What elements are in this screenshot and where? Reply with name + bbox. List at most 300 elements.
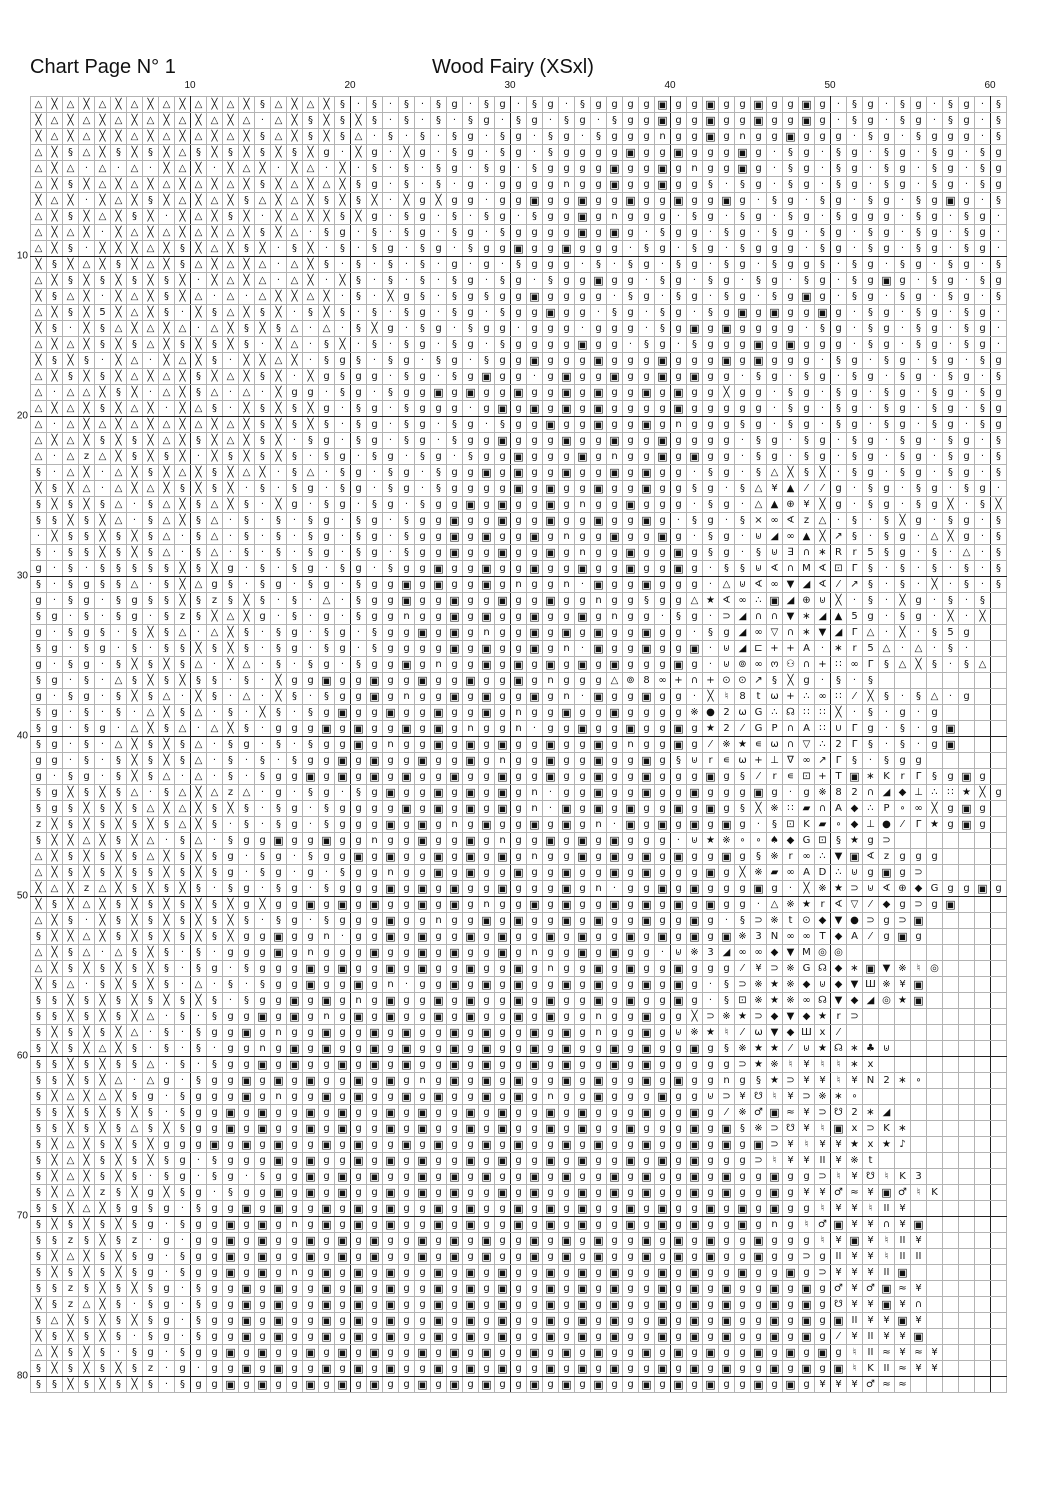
grid-cell: ▣ [447, 641, 463, 657]
grid-cell: ▣ [655, 1361, 671, 1377]
grid-cell: g [623, 657, 639, 673]
grid-cell: g [207, 1105, 223, 1121]
grid-cell: § [351, 257, 367, 273]
grid-cell: § [527, 209, 543, 225]
grid-cell: · [463, 97, 479, 113]
grid-cell: g [351, 929, 367, 945]
grid-cell: § [127, 641, 143, 657]
grid-cell: ∴ [927, 785, 943, 801]
grid-cell: g [911, 593, 927, 609]
grid-cell: · [287, 785, 303, 801]
grid-cell: ▣ [511, 913, 527, 929]
grid-cell: ╳ [159, 337, 175, 353]
grid-cell: § [79, 1313, 95, 1329]
grid-cell: · [191, 321, 207, 337]
grid-cell: § [143, 1297, 159, 1313]
grid-cell: g [191, 1185, 207, 1201]
grid-cell: ╳ [191, 913, 207, 929]
grid-cell: g [415, 401, 431, 417]
grid-cell: § [303, 577, 319, 593]
grid-cell: g [719, 1057, 735, 1073]
grid-cell: § [63, 241, 79, 257]
grid-cell: △ [319, 321, 335, 337]
grid-cell: § [175, 1249, 191, 1265]
grid-cell: △ [31, 449, 47, 465]
grid-cell: △ [79, 897, 95, 913]
grid-cell: g [671, 321, 687, 337]
grid-cell: ▣ [479, 1137, 495, 1153]
grid-cell: ⊍ [799, 1041, 815, 1057]
grid-cell: △ [223, 273, 239, 289]
grid-cell: ▣ [751, 1137, 767, 1153]
grid-cell: · [943, 209, 959, 225]
grid-cell: g [367, 593, 383, 609]
grid-cell: g [495, 1041, 511, 1057]
grid-cell: ▣ [351, 1009, 367, 1025]
grid-cell: § [863, 129, 879, 145]
grid-cell [959, 1089, 975, 1105]
grid-cell: g [223, 1329, 239, 1345]
grid-cell: ▣ [575, 1265, 591, 1281]
grid-cell: g [559, 561, 575, 577]
grid-cell: ╳ [287, 113, 303, 129]
grid-cell: g [927, 193, 943, 209]
grid-cell: g [255, 961, 271, 977]
grid-cell: § [63, 817, 79, 833]
grid-cell: § [383, 561, 399, 577]
grid-cell: g [607, 977, 623, 993]
grid-cell: ╳ [127, 1313, 143, 1329]
grid-cell: ▣ [639, 513, 655, 529]
grid-cell: g [543, 1073, 559, 1089]
grid-cell: § [175, 833, 191, 849]
grid-cell: g [543, 449, 559, 465]
grid-cell: ╳ [863, 689, 879, 705]
grid-cell: § [879, 529, 895, 545]
grid-cell: g [879, 497, 895, 513]
grid-row [31, 753, 1007, 769]
grid-cell: ∞ [783, 529, 799, 545]
grid-cell: △ [111, 193, 127, 209]
grid-cell: ▣ [479, 1233, 495, 1249]
grid-cell: · [911, 577, 927, 593]
grid-cell: g [303, 929, 319, 945]
grid-cell: g [671, 689, 687, 705]
grid-cell: ╳ [63, 929, 79, 945]
grid-row [31, 369, 1007, 385]
grid-cell: § [127, 881, 143, 897]
grid-cell: · [319, 385, 335, 401]
grid-cell: g [287, 385, 303, 401]
grid-cell: g [319, 513, 335, 529]
grid-cell: △ [175, 785, 191, 801]
grid-cell: · [287, 433, 303, 449]
grid-cell: g [815, 129, 831, 145]
grid-cell: ▣ [607, 1057, 623, 1073]
grid-cell: ╳ [895, 625, 911, 641]
grid-cell [927, 1137, 943, 1153]
grid-cell: g [767, 353, 783, 369]
grid-cell: · [975, 113, 991, 129]
grid-cell: g [399, 1185, 415, 1201]
grid-row [31, 113, 1007, 129]
grid-cell: g [175, 1361, 191, 1377]
grid-cell: · [175, 769, 191, 785]
grid-cell: ▣ [527, 609, 543, 625]
grid-cell: ╳ [703, 689, 719, 705]
grid-cell: g [463, 513, 479, 529]
grid-cell: ∩ [783, 721, 799, 737]
grid-cell: · [175, 1281, 191, 1297]
grid-cell: △ [175, 113, 191, 129]
grid-cell: g [703, 353, 719, 369]
grid-cell: g [623, 161, 639, 177]
grid-cell: g [575, 1025, 591, 1041]
grid-cell: △ [287, 177, 303, 193]
grid-cell: ▽ [847, 897, 863, 913]
grid-cell: ▣ [591, 1249, 607, 1265]
grid-cell: ▣ [719, 849, 735, 865]
grid-cell: △ [31, 305, 47, 321]
grid-cell: ⊕ [799, 593, 815, 609]
grid-cell: g [287, 721, 303, 737]
grid-cell: g [143, 1089, 159, 1105]
grid-cell: g [655, 993, 671, 1009]
grid-cell: ↗ [815, 753, 831, 769]
grid-cell: g [591, 1105, 607, 1121]
grid-cell: g [303, 385, 319, 401]
grid-cell: g [447, 1201, 463, 1217]
grid-cell: ╳ [159, 705, 175, 721]
grid-cell: ▣ [479, 1057, 495, 1073]
grid-cell: § [191, 1025, 207, 1041]
grid-cell: ▣ [543, 1361, 559, 1377]
grid-cell: ▣ [559, 433, 575, 449]
grid-cell: § [207, 337, 223, 353]
grid-cell: △ [79, 945, 95, 961]
grid-cell: · [95, 657, 111, 673]
grid-cell: ▣ [303, 1233, 319, 1249]
grid-cell: g [367, 1201, 383, 1217]
grid-cell: ╳ [127, 913, 143, 929]
grid-cell: △ [47, 1313, 63, 1329]
grid-cell: ▼ [879, 961, 895, 977]
grid-cell: △ [95, 1041, 111, 1057]
grid-cell: § [207, 1057, 223, 1073]
grid-cell: § [303, 433, 319, 449]
grid-cell: g [975, 321, 991, 337]
grid-cell: § [63, 1265, 79, 1281]
grid-cell: ▣ [655, 113, 671, 129]
grid-cell: · [735, 369, 751, 385]
grid-cell [959, 1169, 975, 1185]
grid-cell: · [303, 449, 319, 465]
grid-cell: · [335, 609, 351, 625]
grid-cell: g [671, 369, 687, 385]
grid-cell: · [879, 721, 895, 737]
grid-cell: g [575, 353, 591, 369]
grid-cell: ∗ [831, 1089, 847, 1105]
grid-cell: g [895, 161, 911, 177]
grid-cell: ╳ [159, 753, 175, 769]
grid-cell: · [815, 145, 831, 161]
grid-row [31, 305, 1007, 321]
grid-cell: · [191, 1009, 207, 1025]
grid-cell: g [303, 1329, 319, 1345]
grid-cell: △ [287, 193, 303, 209]
grid-cell: ╳ [159, 321, 175, 337]
grid-cell: g [271, 1233, 287, 1249]
grid-cell: g [783, 193, 799, 209]
grid-cell: § [31, 1121, 47, 1137]
grid-cell: ▣ [463, 1297, 479, 1313]
grid-cell: g [367, 1073, 383, 1089]
grid-cell: ╳ [239, 433, 255, 449]
grid-cell: ♂ [895, 1185, 911, 1201]
grid-cell: g [367, 177, 383, 193]
grid-cell: ★ [959, 785, 975, 801]
grid-cell: ▣ [495, 593, 511, 609]
grid-cell: g [463, 225, 479, 241]
grid-cell: g [575, 113, 591, 129]
grid-cell: ▣ [319, 993, 335, 1009]
grid-cell: ▣ [463, 1121, 479, 1137]
grid-cell: ▣ [719, 1185, 735, 1201]
grid-cell: ╳ [207, 433, 223, 449]
grid-cell: ╳ [191, 689, 207, 705]
grid-cell: ∞ [767, 513, 783, 529]
grid-cell: g [623, 225, 639, 241]
grid-cell: g [671, 481, 687, 497]
grid-cell: g [383, 1169, 399, 1185]
grid-cell: · [527, 369, 543, 385]
grid-cell: ▣ [799, 1329, 815, 1345]
grid-cell: △ [79, 385, 95, 401]
grid-cell: ⊃ [783, 1073, 799, 1089]
grid-cell: g [735, 353, 751, 369]
grid-cell: g [927, 305, 943, 321]
grid-cell: ▣ [639, 1025, 655, 1041]
grid-cell: g [751, 385, 767, 401]
grid-cell: g [271, 1345, 287, 1361]
grid-cell: g [703, 145, 719, 161]
grid-cell: · [447, 241, 463, 257]
grid-cell: ▣ [623, 721, 639, 737]
grid-cell: § [239, 817, 255, 833]
grid-cell: ▣ [415, 929, 431, 945]
grid-cell: ╳ [303, 417, 319, 433]
grid-cell: g [399, 465, 415, 481]
grid-cell: ▣ [671, 897, 687, 913]
grid-cell: ╳ [223, 801, 239, 817]
grid-cell: g [367, 721, 383, 737]
grid-cell: § [175, 1057, 191, 1073]
grid-cell: △ [127, 401, 143, 417]
grid-cell: g [399, 1233, 415, 1249]
grid-cell: g [527, 1153, 543, 1169]
grid-cell: g [447, 1329, 463, 1345]
grid-cell: g [399, 1217, 415, 1233]
grid-cell: g [495, 1057, 511, 1073]
grid-cell: § [191, 369, 207, 385]
grid-cell: · [815, 417, 831, 433]
grid-cell [943, 849, 959, 865]
grid-cell: g [607, 1009, 623, 1025]
grid-row [31, 385, 1007, 401]
grid-cell: § [991, 561, 1007, 577]
grid-cell: g [527, 497, 543, 513]
grid-cell: · [911, 161, 927, 177]
grid-cell: § [271, 321, 287, 337]
grid-cell: g [143, 1265, 159, 1281]
grid-cell: g [447, 481, 463, 497]
grid-cell: ╳ [31, 481, 47, 497]
grid-cell: g [639, 497, 655, 513]
grid-cell: ▣ [575, 561, 591, 577]
grid-cell: g [415, 1361, 431, 1377]
grid-cell: ※ [783, 977, 799, 993]
grid-cell: ▣ [303, 1249, 319, 1265]
grid-cell: g [943, 353, 959, 369]
grid-cell: § [991, 433, 1007, 449]
grid-cell: △ [207, 785, 223, 801]
grid-cell: ╳ [175, 401, 191, 417]
grid-cell: · [671, 209, 687, 225]
grid-cell: § [911, 689, 927, 705]
grid-cell: ▣ [671, 977, 687, 993]
grid-cell: g [623, 1105, 639, 1121]
grid-cell: g [431, 609, 447, 625]
grid-cell: ▣ [511, 465, 527, 481]
grid-cell: g [431, 1169, 447, 1185]
grid-cell: ▣ [415, 833, 431, 849]
grid-cell: ╳ [223, 897, 239, 913]
grid-cell: g [607, 785, 623, 801]
grid-cell: ╳ [831, 593, 847, 609]
grid-cell: G [751, 705, 767, 721]
grid-cell: g [591, 1169, 607, 1185]
grid-cell: g [463, 609, 479, 625]
grid-cell: ⊍ [751, 561, 767, 577]
grid-cell: · [879, 113, 895, 129]
grid-cell: g [271, 1169, 287, 1185]
grid-cell: △ [143, 1073, 159, 1089]
grid-cell: ▣ [623, 1201, 639, 1217]
grid-cell: g [703, 1185, 719, 1201]
grid-cell: § [447, 417, 463, 433]
grid-cell [991, 1345, 1007, 1361]
grid-cell: ▼ [815, 625, 831, 641]
grid-cell: △ [31, 913, 47, 929]
grid-cell: g [719, 1249, 735, 1265]
grid-cell: ▣ [959, 801, 975, 817]
grid-cell: ※ [815, 881, 831, 897]
grid-cell: § [815, 321, 831, 337]
grid-cell: ▣ [767, 1329, 783, 1345]
grid-cell: ╳ [239, 417, 255, 433]
grid-cell: g [351, 769, 367, 785]
grid-cell: § [239, 497, 255, 513]
grid-cell: ¥ [799, 1185, 815, 1201]
grid-cell: g [511, 945, 527, 961]
grid-cell: g [783, 241, 799, 257]
grid-cell: ▣ [511, 1217, 527, 1233]
grid-cell: g [463, 465, 479, 481]
grid-cell: g [591, 529, 607, 545]
grid-cell: ╳ [95, 1105, 111, 1121]
grid-cell: · [879, 97, 895, 113]
grid-cell: · [959, 401, 975, 417]
grid-cell: ▣ [863, 961, 879, 977]
grid-cell: g [271, 865, 287, 881]
grid-cell: g [351, 817, 367, 833]
grid-cell: ▣ [831, 1121, 847, 1137]
grid-cell: g [319, 577, 335, 593]
grid-cell: · [959, 417, 975, 433]
grid-cell: g [607, 1233, 623, 1249]
grid-cell: § [95, 817, 111, 833]
grid-cell: ╳ [271, 433, 287, 449]
grid-cell: § [175, 657, 191, 673]
grid-cell: ▣ [239, 1073, 255, 1089]
grid-cell: ※ [879, 977, 895, 993]
grid-cell: ▣ [319, 1217, 335, 1233]
grid-cell [991, 1073, 1007, 1089]
grid-cell: △ [207, 497, 223, 513]
grid-cell: △ [111, 497, 127, 513]
grid-cell: g [751, 1201, 767, 1217]
grid-cell: g [751, 1169, 767, 1185]
grid-cell: § [351, 193, 367, 209]
grid-cell: g [751, 1313, 767, 1329]
grid-cell: g [575, 177, 591, 193]
grid-cell: ▣ [575, 1313, 591, 1329]
grid-cell: § [255, 577, 271, 593]
grid-cell: ∞ [815, 689, 831, 705]
grid-cell: § [175, 257, 191, 273]
grid-cell: § [63, 369, 79, 385]
grid-cell: ▣ [239, 1313, 255, 1329]
grid-cell [991, 1025, 1007, 1041]
grid-cell: g [671, 1281, 687, 1297]
grid-cell [975, 1233, 991, 1249]
grid-cell: + [815, 769, 831, 785]
grid-cell: · [383, 337, 399, 353]
grid-cell: § [303, 849, 319, 865]
grid-cell: g [127, 609, 143, 625]
grid-cell: g [831, 241, 847, 257]
grid-row [31, 1169, 1007, 1185]
grid-cell: ▣ [543, 545, 559, 561]
grid-cell: ╳ [175, 449, 191, 465]
grid-cell: § [383, 385, 399, 401]
grid-cell: g [719, 129, 735, 145]
grid-cell: § [735, 241, 751, 257]
grid-cell [943, 1057, 959, 1073]
grid-cell: g [575, 433, 591, 449]
grid-cell: g [431, 1105, 447, 1121]
grid-cell: g [335, 849, 351, 865]
grid-cell: § [79, 545, 95, 561]
grid-cell: · [831, 257, 847, 273]
grid-cell: 3 [911, 1169, 927, 1185]
grid-cell: g [79, 593, 95, 609]
grid-cell: g [191, 1249, 207, 1265]
grid-cell: g [783, 1297, 799, 1313]
grid-cell: · [575, 641, 591, 657]
grid-cell: ▣ [255, 1377, 271, 1393]
grid-cell: ▣ [655, 1089, 671, 1105]
